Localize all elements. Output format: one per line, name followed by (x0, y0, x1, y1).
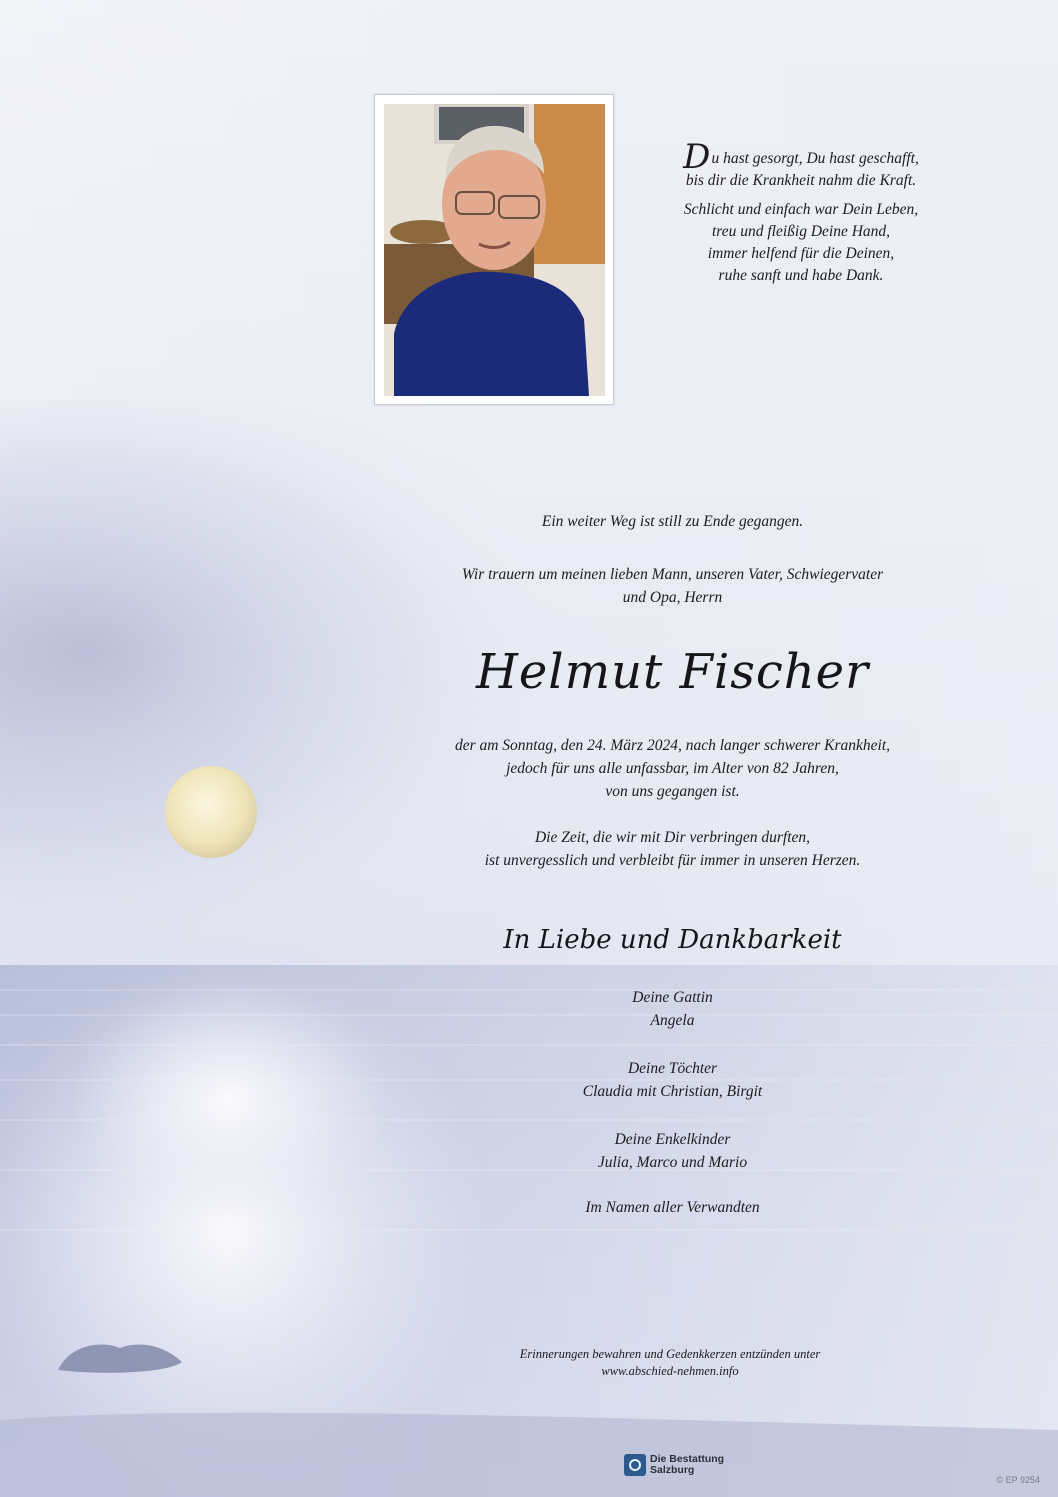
footer-note (430, 1346, 910, 1380)
remembrance-text (380, 826, 965, 872)
relatives-line (380, 1196, 965, 1219)
poem-stanza-2 (618, 199, 984, 287)
poem-initial: D (683, 137, 711, 177)
intro-line: und Opa, Herrn (622, 589, 723, 606)
mourner-role: Deine Enkelkinder (614, 1131, 731, 1148)
remembrance-line: Die Zeit, die wir mit Dir verbringen durften, (534, 829, 811, 846)
moon (165, 766, 257, 858)
notice-line: der am Sonntag, den 24. März 2024, nach langer schwerer Krankheit, (454, 737, 891, 754)
poem (618, 137, 984, 294)
mourner-names: Julia, Marco und Mario (597, 1154, 748, 1171)
relatives-text: Im Namen aller Verwandten (585, 1199, 760, 1216)
mourner-group-daughters (380, 1057, 965, 1103)
notice-line: jedoch für uns alle unfassbar, im Alter von 82 Jahren, (506, 760, 839, 777)
footer-line: Erinnerungen bewahren und Gedenkkerzen entzünden unter (519, 1347, 821, 1361)
logo-text (650, 1454, 724, 1476)
poem-stanza-1 (618, 137, 984, 192)
logo-line: Die Bestattung (650, 1453, 725, 1465)
copyright-note: © EP 9254 (996, 1475, 1040, 1485)
poem-line: ruhe sanft und habe Dank. (718, 267, 884, 284)
poem-line: treu und fleißig Deine Hand, (711, 223, 891, 240)
logo-icon (624, 1454, 646, 1476)
poem-line: immer helfend für die Deinen, (707, 245, 895, 262)
closing-heading: In Liebe und Dankbarkeit (503, 925, 842, 955)
intro-line: Ein weiter Weg ist still zu Ende gegangen. (541, 513, 804, 530)
mourner-group-grandchildren (380, 1128, 965, 1174)
poem-line: bis dir die Krankheit nahm die Kraft. (685, 172, 917, 189)
intro-text (380, 510, 965, 533)
deceased-name: Helmut Fischer (475, 644, 870, 700)
poem-line: u hast gesorgt, Du hast geschafft, (711, 150, 919, 167)
mourner-names: Angela (650, 1012, 695, 1029)
death-notice (380, 734, 965, 803)
poem-line: Schlicht und einfach war Dein Leben, (683, 201, 919, 218)
mourner-role: Deine Töchter (627, 1060, 718, 1077)
portrait-photo-frame (374, 94, 614, 405)
remembrance-line: ist unvergesslich und verbleibt für immer in unseren Herzen. (484, 852, 861, 869)
mourner-group-spouse (380, 986, 965, 1032)
mourner-names: Claudia mit Christian, Birgit (582, 1083, 763, 1100)
footer-url[interactable]: www.abschied-nehmen.info (601, 1364, 739, 1378)
mourning-text (380, 563, 965, 609)
logo-line: Salzburg (650, 1464, 695, 1476)
portrait-photo (384, 104, 605, 396)
mourner-role: Deine Gattin (632, 989, 713, 1006)
intro-line: Wir trauern um meinen lieben Mann, unseren Vater, Schwiegervater (461, 566, 884, 583)
notice-line: von uns gegangen ist. (605, 783, 740, 800)
funeral-home-logo (624, 1452, 724, 1478)
